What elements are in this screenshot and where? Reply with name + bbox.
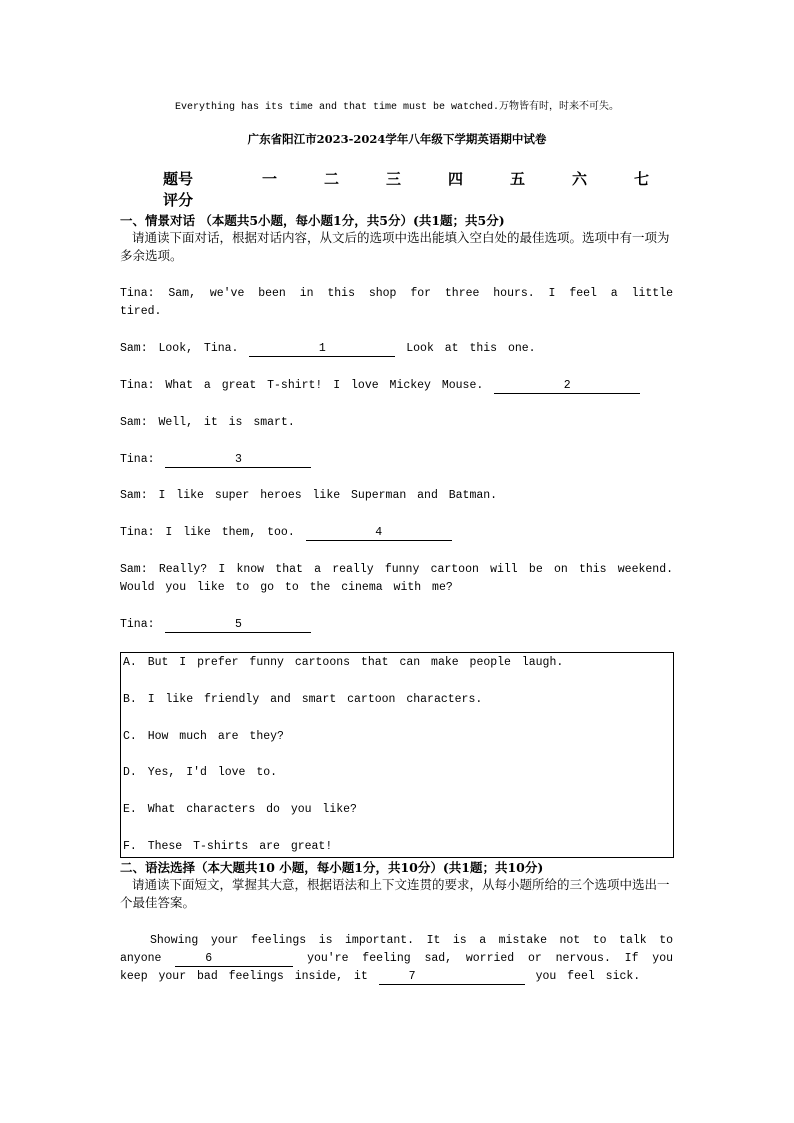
option-f: F. These T-shirts are great! [123,840,333,853]
passage-text: you feel sick. [535,970,641,983]
option-c: C. How much are they? [123,730,284,743]
score-col-1: 一 [262,170,278,188]
dialogue-line: Tina: Sam, we've been in this shop for three hours. I feel a little tired. [120,287,673,318]
dialogue-line [120,377,673,395]
section1-heading: 一、情景对话 （本题共5小题，每小题1分，共5分）(共1题；共5分) [120,213,505,228]
passage-text: Showing your feelings is important. It is a mistake not to talk to anyone [120,934,673,965]
score-col-6: 六 [572,170,588,188]
dialogue-line: Sam: Well, it is smart. [120,416,295,429]
answer-blank-7[interactable]: 7 [379,970,525,985]
score-table-row2-label: 评分 [163,191,194,209]
option-a: A. But I prefer funny cartoons that can make people laugh. [123,656,564,669]
dialogue-line: Sam: Really? I know that a really funny cartoon will be on this weekend. Would you like to go to the cinema with me? [120,563,673,594]
options-box [120,652,674,858]
answer-blank-1[interactable]: 1 [249,342,395,357]
dialogue-text: Look at this one. [406,342,536,355]
dialogue-line [120,340,673,358]
option-b: B. I like friendly and smart cartoon characters. [123,693,483,706]
score-col-2: 二 [324,170,340,188]
option-e: E. What characters do you like? [123,803,357,816]
section1-instruction: 请通读下面对话，根据对话内容，从文后的选项中选出能填入空白处的最佳选项。选项中有一项为多余选项。 [120,230,670,263]
passage-text: you're feeling sad, worried or nervous. If you keep your bad feelings inside, it [120,952,673,983]
dialogue-line: Sam: I like super heroes like Superman and Batman. [120,489,498,502]
dialogue-line [120,616,673,634]
option-d: D. Yes, I'd love to. [123,766,278,779]
score-col-5: 五 [510,170,526,188]
exam-title: 广东省阳江市2023-2024学年八年级下学期英语期中试卷 [247,132,547,146]
passage-paragraph [120,932,673,986]
header-motto: Everything has its time and that time must be watched.万物皆有时，时来不可失。 [174,102,620,113]
answer-blank-2[interactable]: 2 [494,379,640,394]
dialogue-line [120,451,673,469]
dialogue-line [120,524,673,542]
dialogue-text: Sam: Look, Tina. [120,342,239,355]
score-col-4: 四 [448,170,464,188]
answer-blank-5[interactable]: 5 [165,618,311,633]
dialogue-text: Tina: [120,618,155,631]
answer-blank-3[interactable]: 3 [165,453,311,468]
dialogue-text: Tina: What a great T-shirt! I love Mickey Mouse. [120,379,484,392]
score-table-row1-label: 题号 [163,170,194,188]
answer-blank-6[interactable]: 6 [175,952,293,967]
dialogue-text: Tina: [120,453,155,466]
score-col-3: 三 [386,170,402,188]
score-col-7: 七 [634,170,650,188]
section2-heading: 二、语法选择（本大题共10 小题，每小题1分，共10分）(共1题；共10分) [120,860,544,875]
section2-instruction: 请通读下面短文，掌握其大意，根据语法和上下文连贯的要求，从每小题所给的三个选项中选出一个最佳答案。 [120,877,670,910]
dialogue-text: Tina: I like them, too. [120,526,295,539]
answer-blank-4[interactable]: 4 [306,526,452,541]
